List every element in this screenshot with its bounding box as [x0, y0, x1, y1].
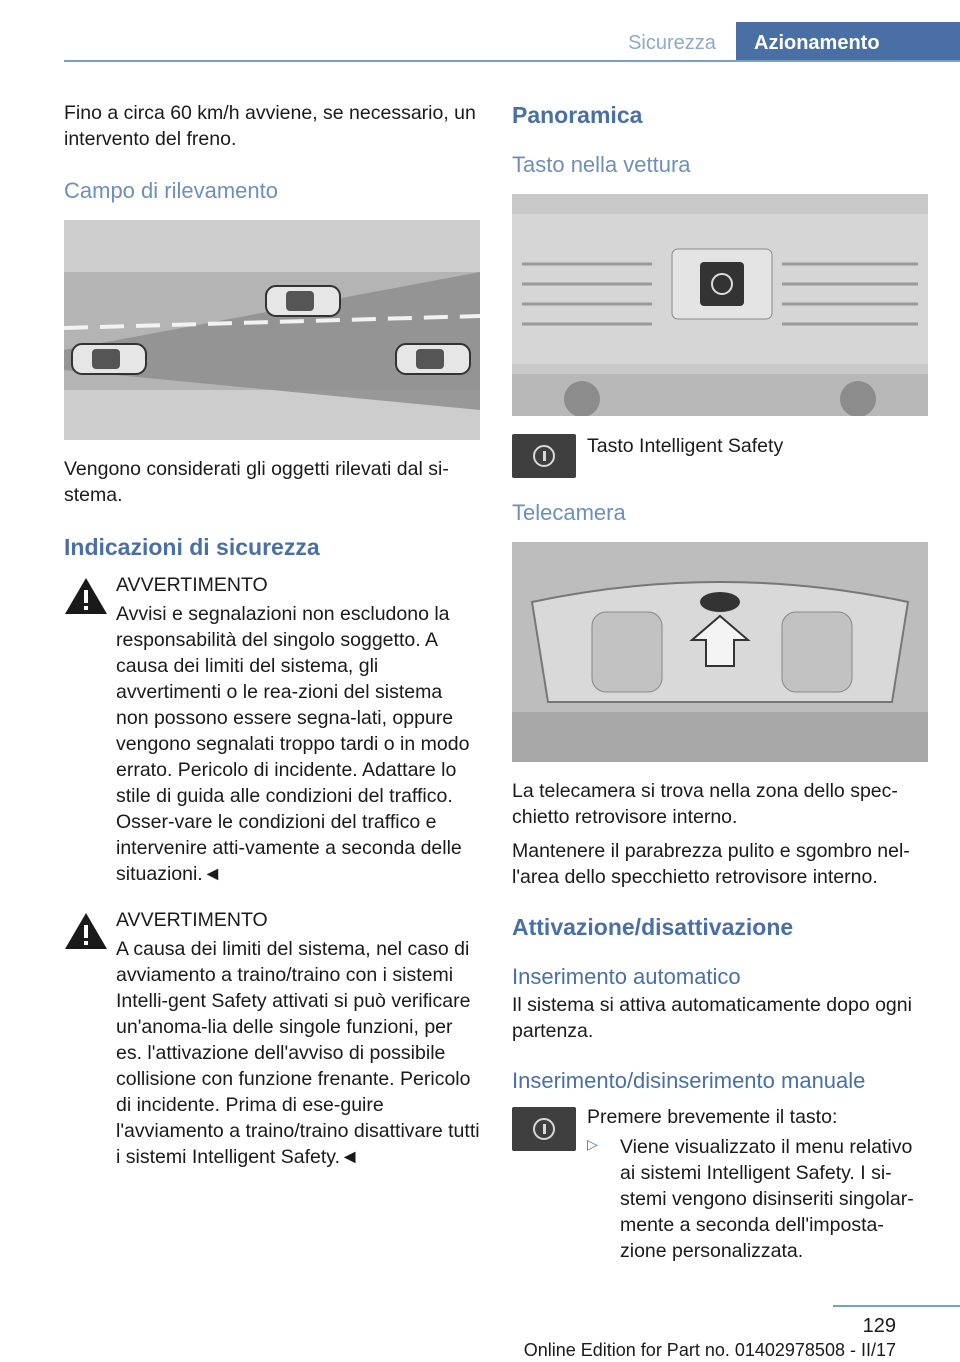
heading-campo: Campo di rilevamento: [64, 178, 278, 203]
car-icon: [266, 286, 340, 316]
right-column: [512, 100, 928, 1264]
header-chapter-tab: Azionamento: [736, 22, 960, 62]
heading-telecamera: Telecamera: [512, 500, 626, 525]
telecamera-paragraph: Mantenere il parabrezza pulito e sgombro nel-l'area dello specchietto retrovisore interno.: [512, 840, 910, 888]
warning-block: [64, 907, 480, 1170]
safety-button-icon: [512, 434, 576, 478]
detection-range-figure: [64, 220, 480, 440]
campo-paragraph: Vengono considerati gli oggetti rilevati dal si-stema.: [64, 458, 449, 506]
warning-title: AVVERTIMENTO: [116, 574, 268, 596]
warning-block: [64, 572, 480, 887]
warning-text: A causa dei limiti del sistema, nel caso di avviamento a traino/traino con i sistemi Intelli-gent Safety attivati si può verificare un'anoma-lia delle singole funzioni, per es. l'attivazione dell'avviso di possibile collisione con funzione frenante. Pericolo di incidente. Prima di ese-guire l'avviamento a traino/traino disattivare tutti i sistemi Intelligent Safety.◄: [116, 938, 480, 1168]
edition-note: Online Edition for Part no. 01402978508 - II/17: [523, 1340, 896, 1360]
heading-auto: Inserimento automatico: [512, 964, 741, 989]
warning-title: AVVERTIMENTO: [116, 909, 268, 931]
button-location-figure: [512, 194, 928, 416]
left-column: [64, 100, 480, 1170]
heading-indicazioni: Indicazioni di sicurezza: [64, 534, 320, 560]
detection-range-illustration: [64, 220, 480, 440]
car-icon: [396, 344, 470, 374]
camera-icon: [700, 592, 740, 612]
safety-button-icon: [512, 1107, 576, 1151]
heading-tasto: Tasto nella vettura: [512, 152, 691, 177]
warning-text: Avvisi e segnalazioni non escludono la responsabilità del singolo soggetto. A causa dei limiti del sistema, gli avvertimenti o le rea-zioni del sistema non possono essere segna-lati, oppure vengono segnalati troppo tardi o in modo errato. Pericolo di incidente. Adattare lo stile di guida alle condizioni del traffico. Osser-vare le condizioni del traffico e intervenire atti-vamente a seconda delle situazioni.◄: [116, 603, 470, 885]
premere-text: Premere brevemente il tasto:: [587, 1106, 838, 1128]
warning-triangle-icon: [64, 911, 108, 951]
button-caption-row: [512, 434, 928, 478]
intelligent-safety-button-icon: [700, 262, 744, 306]
auto-paragraph: Il sistema si attiva automaticamente dopo ogni partenza.: [512, 994, 912, 1042]
bullet-text: Viene visualizzato il menu relativo ai sistemi Intelligent Safety. I si-stemi vengono disinseriti singolar-mente a seconda dell'imposta-zione personalizzata.: [620, 1136, 914, 1262]
dashboard-illustration: [512, 194, 928, 416]
telecamera-paragraph: La telecamera si trova nella zona dello spec-chietto retrovisore interno.: [512, 780, 898, 828]
bullet-triangle-icon: ▷: [587, 1136, 598, 1152]
windshield-illustration: [512, 542, 928, 762]
intro-paragraph: Fino a circa 60 km/h avviene, se necessario, un intervento del freno.: [64, 102, 476, 150]
header-section-tab: Sicurezza: [628, 32, 716, 54]
car-icon: [72, 344, 146, 374]
header-rule: [64, 60, 960, 62]
list-item: [587, 1134, 928, 1264]
heading-attivazione: Attivazione/disattivazione: [512, 914, 794, 940]
warning-triangle-icon: [64, 576, 108, 616]
manual-instruction: [512, 1104, 928, 1264]
heading-panoramica: Panoramica: [512, 102, 643, 128]
camera-location-figure: [512, 542, 928, 762]
heading-manuale: Inserimento/disinserimento manuale: [512, 1068, 866, 1093]
footer-rule: [833, 1305, 960, 1307]
button-caption: Tasto Intelligent Safety: [587, 435, 784, 457]
page-number: 129: [862, 1315, 896, 1337]
